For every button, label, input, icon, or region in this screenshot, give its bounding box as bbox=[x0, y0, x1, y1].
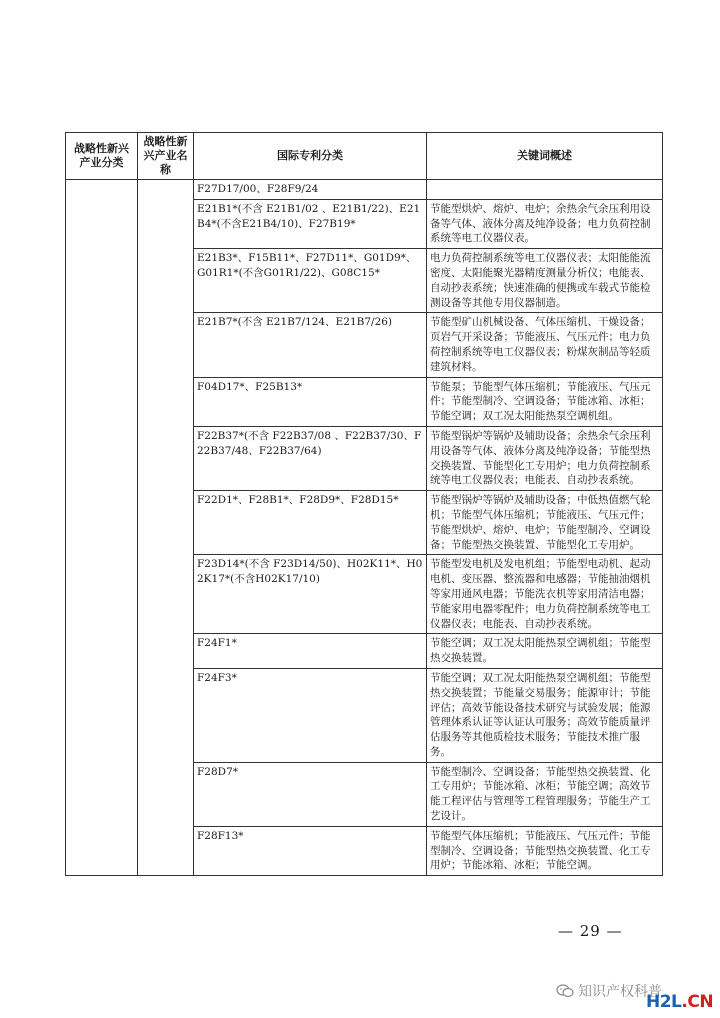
wechat-icon bbox=[556, 984, 574, 998]
keywords-cell: 节能型烘炉、熔炉、电炉；余热余气余压利用设备等气体、液体分离及纯净设备；电力负荷控制系统等电工仪器仪表。 bbox=[427, 199, 663, 248]
ipc-cell: E21B1*(不含 E21B1/02 、E21B1/22)、E21B4*(不含E21B4/10)、F27B19* bbox=[194, 199, 427, 248]
header-ipc: 国际专利分类 bbox=[194, 133, 427, 180]
ipc-cell: F22B37*(不含 F22B37/08 、F22B37/30、F22B37/48、F22B37/64) bbox=[194, 426, 427, 490]
keywords-cell: 节能型锅炉等锅炉及辅助设备；余热余气余压利用设备等气体、液体分离及纯净设备；节能型热交换装置、节能型化工专用炉；电力负荷控制系统等电工仪器仪表；电能表、自动抄表系统。 bbox=[427, 426, 663, 490]
ipc-cell: E21B3*、F15B11*、F27D11*、G01D9*、G01R1*(不含G01R1/22)、G08C15* bbox=[194, 249, 427, 313]
ipc-cell: F24F1* bbox=[194, 634, 427, 669]
keywords-cell: 节能空调；双工况太阳能热泵空调机组；节能型热交换装置。 bbox=[427, 634, 663, 669]
header-industry-name: 战略性新兴产业名称 bbox=[138, 133, 194, 180]
keywords-cell: 节能泵；节能型气体压缩机；节能液压、气压元件；节能型制冷、空调设备；节能冰箱、冰柜；节能空调；双工况太阳能热泵空调机组。 bbox=[427, 377, 663, 426]
keywords-cell bbox=[427, 180, 663, 200]
site-logo bbox=[646, 992, 713, 1012]
ipc-cell: F23D14*(不含 F23D14/50)、H02K11*、H02K17*(不含H02K17/10) bbox=[194, 555, 427, 634]
ipc-cell: F24F3* bbox=[194, 668, 427, 762]
keywords-cell: 节能型锅炉等锅炉及辅助设备；中低热值燃气轮机；节能型气体压缩机；节能液压、气压元件；节能型烘炉、熔炉、电炉；节能型制冷、空调设备；节能型热交换装置、节能型化工专用炉。 bbox=[427, 491, 663, 555]
ipc-keyword-table bbox=[65, 132, 663, 876]
ipc-cell: E21B7*(不含 E21B7/124、E21B7/26) bbox=[194, 313, 427, 377]
keywords-cell: 电力负荷控制系统等电工仪器仪表；太阳能能流密度、太阳能聚光器精度测量分析仪；电能表、自动抄表系统；快速准确的便携或车载式节能检测设备等其他专用仪器制造。 bbox=[427, 249, 663, 313]
keywords-cell: 节能型矿山机械设备、气体压缩机、干燥设备；页岩气开采设备；节能液压、气压元件；电力负荷控制系统等电工仪器仪表；粉煤灰制品等轻质建筑材料。 bbox=[427, 313, 663, 377]
industry-name-cell bbox=[138, 180, 194, 876]
keywords-cell: 节能型气体压缩机；节能液压、气压元件；节能型制冷、空调设备；节能型热交换装置、化工专用炉；节能冰箱、冰柜；节能空调。 bbox=[427, 826, 663, 875]
keywords-cell: 节能型制冷、空调设备；节能型热交换装置、化工专用炉；节能冰箱、冰柜；节能空调；高效节能工程评估与管理等工程管理服务；节能生产工艺设计。 bbox=[427, 762, 663, 826]
header-category: 战略性新兴产业分类 bbox=[66, 133, 138, 180]
page-number: — 29 — bbox=[558, 922, 623, 940]
table-row bbox=[66, 180, 663, 200]
watermark-text: 知识产权科普 bbox=[578, 984, 662, 1000]
ipc-cell: F27D17/00、F28F9/24 bbox=[194, 180, 427, 200]
header-keywords: 关键词概述 bbox=[427, 133, 663, 180]
ipc-cell: F28D7* bbox=[194, 762, 427, 826]
ipc-cell: F28F13* bbox=[194, 826, 427, 875]
table-body bbox=[66, 180, 663, 876]
site-logo-part1: H2L bbox=[646, 992, 682, 1012]
site-logo-part2: .CN bbox=[681, 992, 714, 1012]
table-header-row bbox=[66, 133, 663, 180]
ipc-cell: F22D1*、F28B1*、F28D9*、F28D15* bbox=[194, 491, 427, 555]
category-cell bbox=[66, 180, 138, 876]
ipc-cell: F04D17*、F25B13* bbox=[194, 377, 427, 426]
keywords-cell: 节能型发电机及发电机组；节能型电动机、起动电机、变压器、整流器和电感器；节能抽油烟机等家用通风电器；节能洗衣机等家用清洁电器；节能家用电器零配件；电力负荷控制系统等电工仪器仪表；电能表、自动抄表系统。 bbox=[427, 555, 663, 634]
keywords-cell: 节能空调；双工况太阳能热泵空调机组；节能型热交换装置；节能量交易服务；能源审计；节能评估；高效节能设备技术研究与试验发展；能源管理体系认证等认证认可服务；高效节能质量评估服务等其他质检技术服务；节能技术推广服务。 bbox=[427, 668, 663, 762]
